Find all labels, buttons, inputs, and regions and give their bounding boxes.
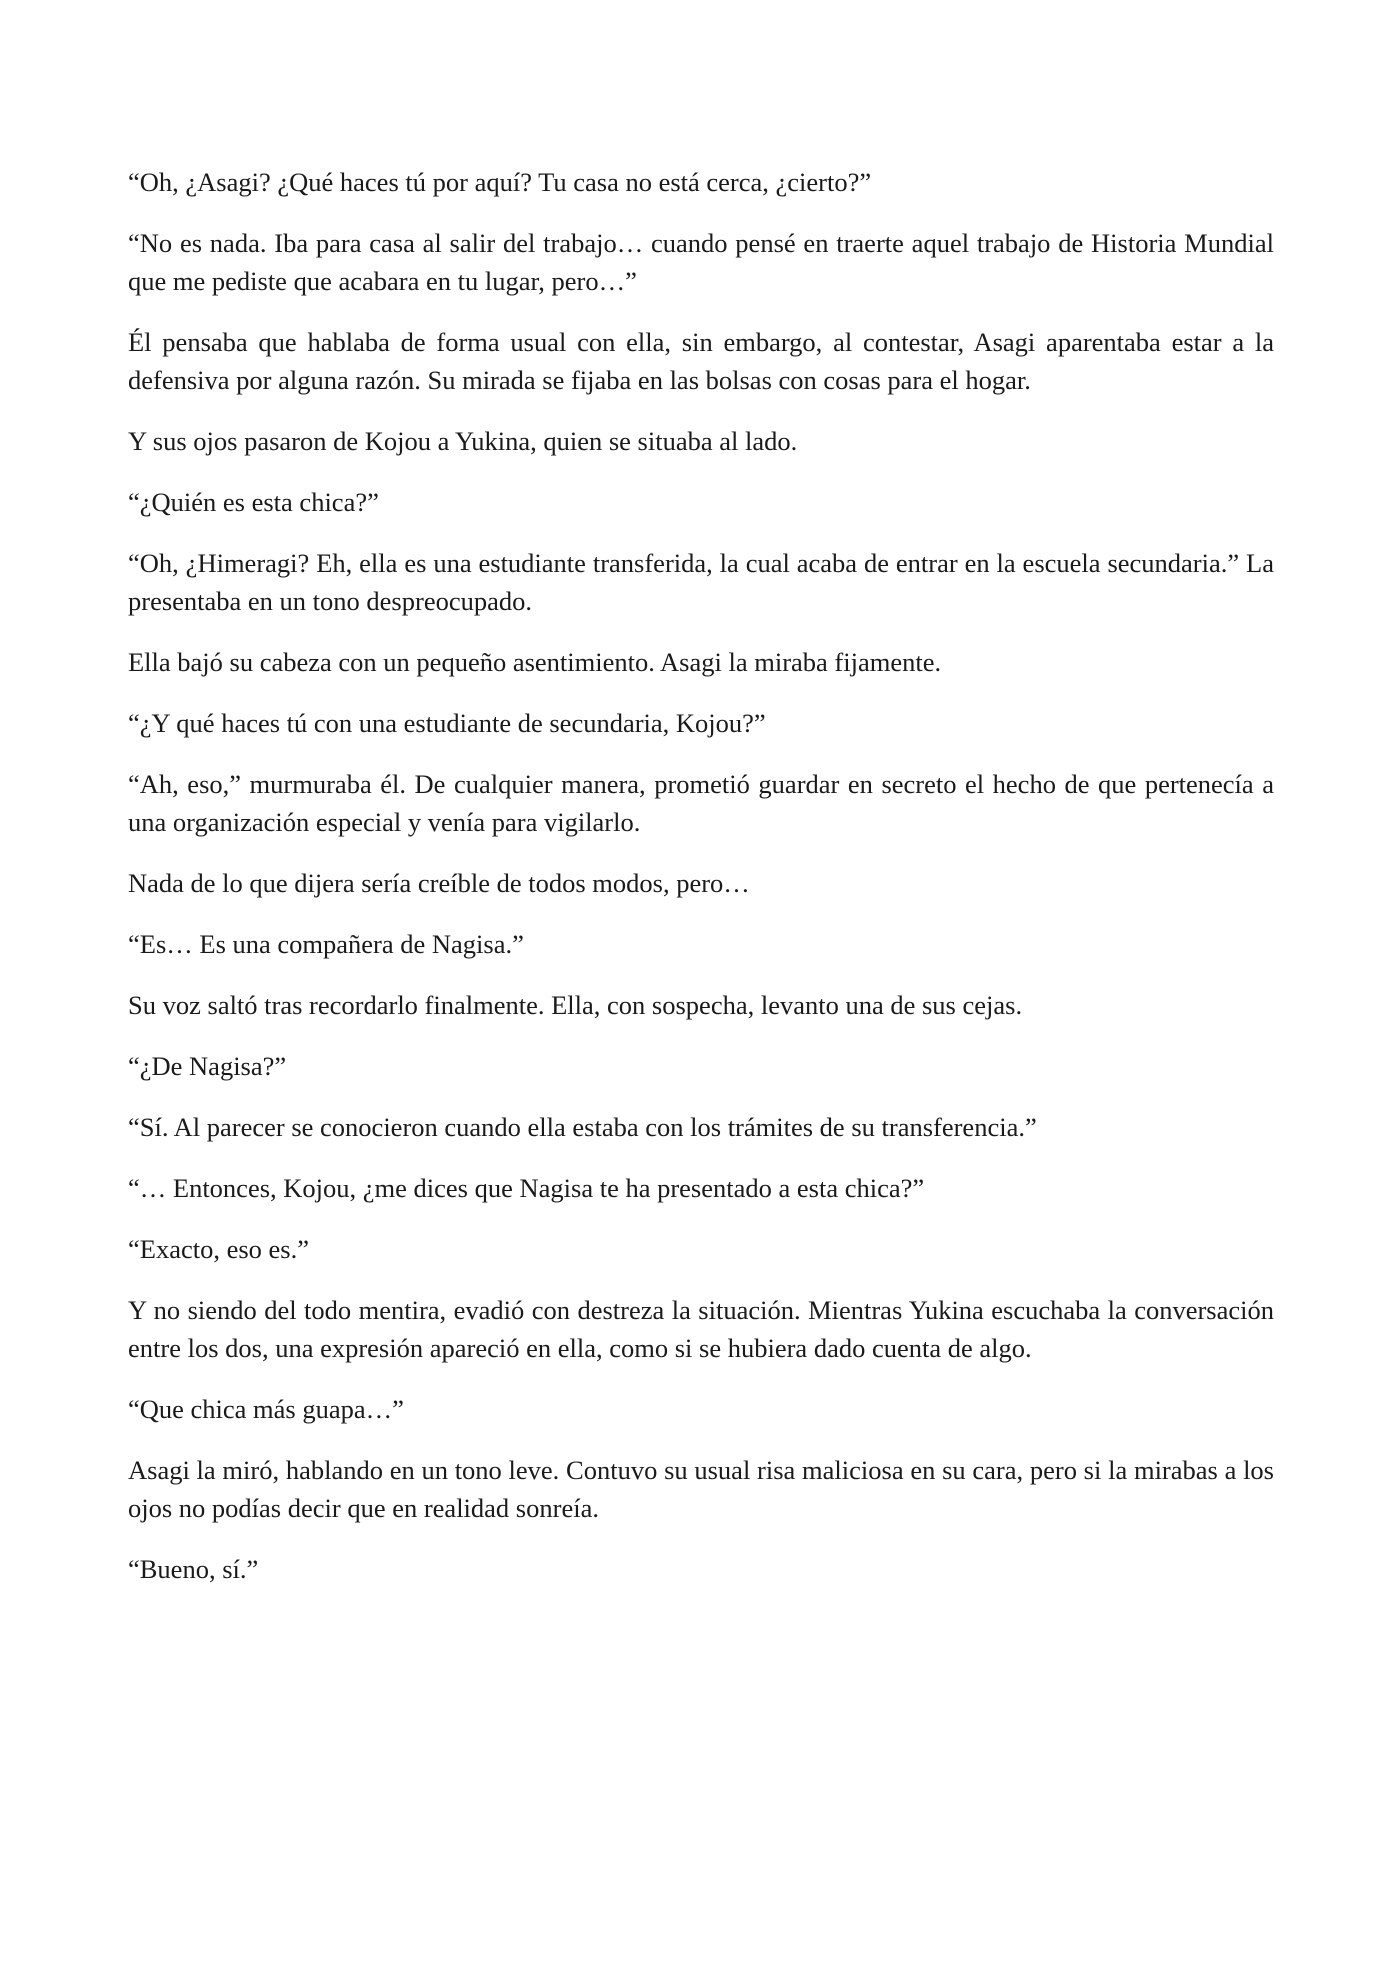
paragraph: “Ah, eso,” murmuraba él. De cualquier manera, prometió guardar en secreto el hecho de que pertenecía a una organización especial y venía para vigilarlo. bbox=[128, 769, 1274, 837]
paragraph: “Oh, ¿Himeragi? Eh, ella es una estudiante transferida, la cual acaba de entrar en la escuela secundaria.” La presentaba en un tono despreocupado. bbox=[128, 548, 1274, 616]
paragraph: Y sus ojos pasaron de Kojou a Yukina, quien se situaba al lado. bbox=[128, 426, 798, 456]
paragraph: “Bueno, sí.” bbox=[128, 1554, 259, 1584]
paragraph: “¿Quién es esta chica?” bbox=[128, 487, 379, 517]
paragraph: Ella bajó su cabeza con un pequeño asentimiento. Asagi la miraba fijamente. bbox=[128, 647, 942, 677]
paragraph: Su voz saltó tras recordarlo finalmente. Ella, con sospecha, levanto una de sus cejas. bbox=[128, 990, 1023, 1020]
paragraph: “Exacto, eso es.” bbox=[128, 1234, 309, 1264]
paragraph: “¿Y qué haces tú con una estudiante de secundaria, Kojou?” bbox=[128, 708, 766, 738]
paragraph: “No es nada. Iba para casa al salir del trabajo… cuando pensé en traerte aquel trabajo de Historia Mundial que me pediste que acabara en tu lugar, pero…” bbox=[128, 228, 1274, 296]
paragraph: Asagi la miró, hablando en un tono leve. Contuvo su usual risa maliciosa en su cara, pero si la mirabas a los ojos no podías decir que en realidad sonreía. bbox=[128, 1455, 1274, 1523]
paragraph: “… Entonces, Kojou, ¿me dices que Nagisa te ha presentado a esta chica?” bbox=[128, 1173, 925, 1203]
paragraph: “Sí. Al parecer se conocieron cuando ella estaba con los trámites de su transferencia.” bbox=[128, 1112, 1037, 1142]
paragraph: “Que chica más guapa…” bbox=[128, 1394, 404, 1424]
paragraph: Y no siendo del todo mentira, evadió con destreza la situación. Mientras Yukina escuchaba la conversación entre los dos, una expresión apareció en ella, como si se hubiera dado cuenta de algo. bbox=[128, 1295, 1274, 1363]
paragraph: Él pensaba que hablaba de forma usual con ella, sin embargo, al contestar, Asagi aparentaba estar a la defensiva por alguna razón. Su mirada se fijaba en las bolsas con cosas para el hogar. bbox=[128, 327, 1274, 395]
paragraph: “Oh, ¿Asagi? ¿Qué haces tú por aquí? Tu casa no está cerca, ¿cierto?” bbox=[128, 167, 872, 197]
document-body bbox=[128, 163, 1274, 1611]
paragraph: “Es… Es una compañera de Nagisa.” bbox=[128, 929, 524, 959]
paragraph: “¿De Nagisa?” bbox=[128, 1051, 287, 1081]
paragraph: Nada de lo que dijera sería creíble de todos modos, pero… bbox=[128, 868, 750, 898]
